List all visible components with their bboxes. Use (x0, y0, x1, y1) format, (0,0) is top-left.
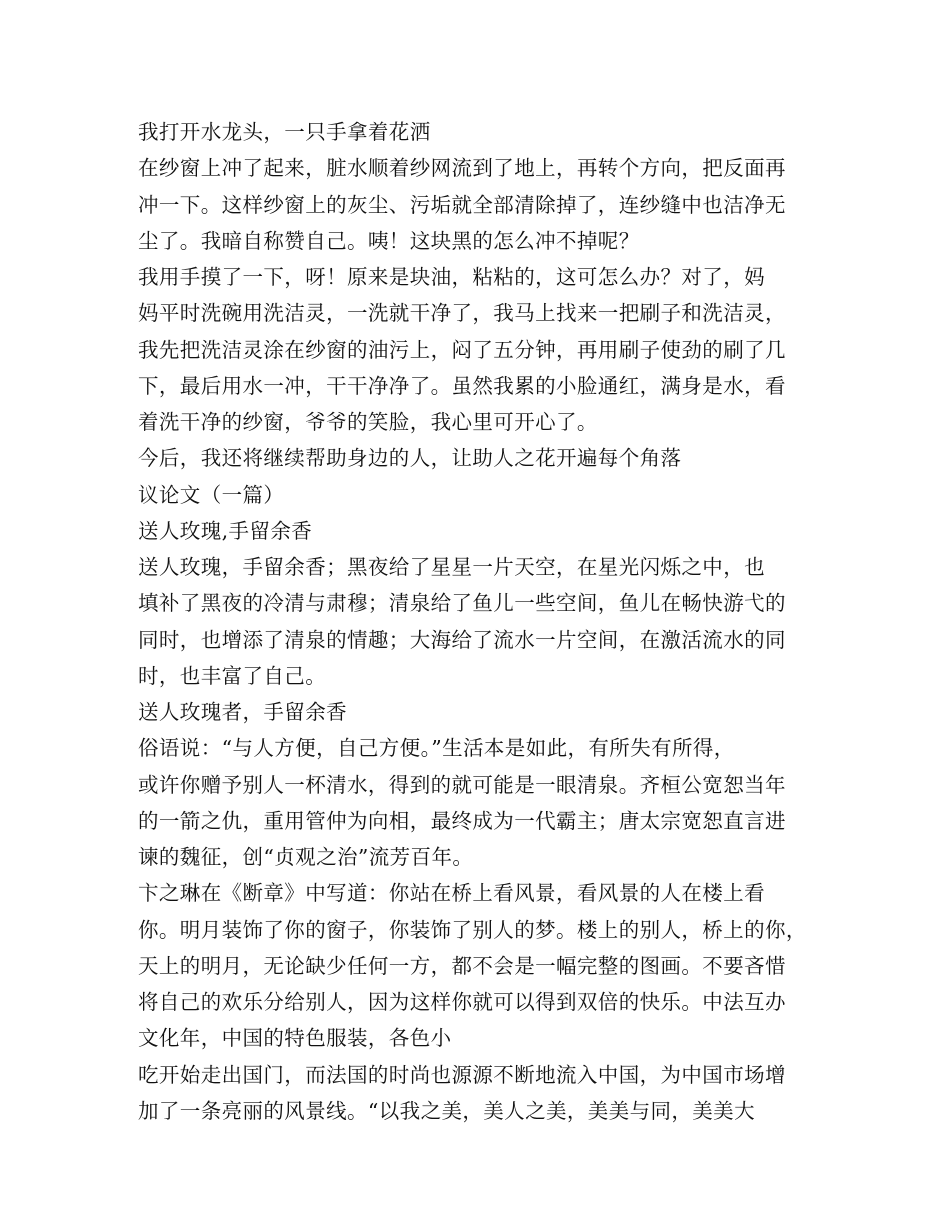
text-line: 送人玫瑰，手留余香；黑夜给了星星一片天空，在星光闪烁之中，也 (138, 555, 765, 579)
text-line: 俗语说：“与人方便，自己方便。”生活本是如此，有所失有所得， (138, 736, 735, 761)
document-body (138, 114, 838, 1129)
text-line: 我先把洗洁灵涂在纱窗的油污上，闷了五分钟，再用刷子使劲的刷了几 (138, 337, 786, 362)
text-line: 文化年，中国的特色服装，各色小 (138, 1026, 452, 1051)
text-line: 我用手摸了一下，呀！原来是块油，粘粘的，这可怎么办？对了，妈 (138, 265, 765, 289)
text-line: 的一箭之仇，重用管仲为向相，最终成为一代霸主；唐太宗宽恕直言进 (138, 808, 786, 833)
text-line: 你。明月装饰了你的窗子，你装饰了别人的梦。楼上的别人，桥上的你， (138, 917, 807, 942)
text-line: 尘了。我暗自称赞自己。咦！这块黑的怎么冲不掉呢？ (138, 228, 640, 253)
text-line: 吃开始走出国门，而法国的时尚也源源不断地流入中国，为中国市场增 (138, 1062, 786, 1087)
text-line: 同时，也增添了清泉的情趣；大海给了流水一片空间，在激活流水的同 (138, 627, 786, 652)
text-line: 填补了黑夜的冷清与肃穆；清泉给了鱼儿一些空间，鱼儿在畅快游弋的 (138, 591, 786, 616)
text-line: 谏的魏征，创“贞观之治”流芳百年。 (138, 845, 474, 869)
section-heading: 议论文（一篇） (138, 482, 285, 507)
text-line: 着洗干净的纱窗，爷爷的笑脸，我心里可开心了。 (138, 410, 598, 434)
text-line: 时，也丰富了自己。 (138, 663, 327, 688)
essay-title: 送人玫瑰,手留余香 (138, 518, 313, 543)
text-line: 送人玫瑰者，手留余香 (138, 700, 347, 724)
text-line: 今后，我还将继续帮助身边的人，让助人之花开遍每个角落 (138, 446, 682, 471)
text-line: 将自己的欢乐分给别人，因为这样你就可以得到双倍的快乐。中法互办 (138, 990, 786, 1014)
text-line: 妈平时洗碗用洗洁灵，一洗就干净了，我马上找来一把刷子和洗洁灵， (138, 301, 786, 326)
text-line: 在纱窗上冲了起来，脏水顺着纱网流到了地上，再转个方向，把反面再 (138, 156, 786, 181)
text-line: 或许你赠予别人一杯清水，得到的就可能是一眼清泉。齐桓公宽恕当年 (138, 772, 786, 797)
text-line: 下，最后用水一冲，干干净净了。虽然我累的小脸通红，满身是水，看 (138, 373, 786, 398)
text-line: 冲一下。这样纱窗上的灰尘、污垢就全部清除掉了，连纱缝中也洁净无 (138, 192, 786, 217)
text-line: 加了一条亮丽的风景线。“以我之美，美人之美，美美与同，美美大 (138, 1098, 755, 1123)
text-line: 卞之琳在《断章》中写道：你站在桥上看风景，看风景的人在楼上看 (138, 881, 765, 906)
text-line: 我打开水龙头，一只手拿着花洒 (138, 120, 431, 144)
text-line: 天上的明月，无论缺少任何一方，都不会是一幅完整的图画。不要吝惜 (138, 953, 786, 978)
